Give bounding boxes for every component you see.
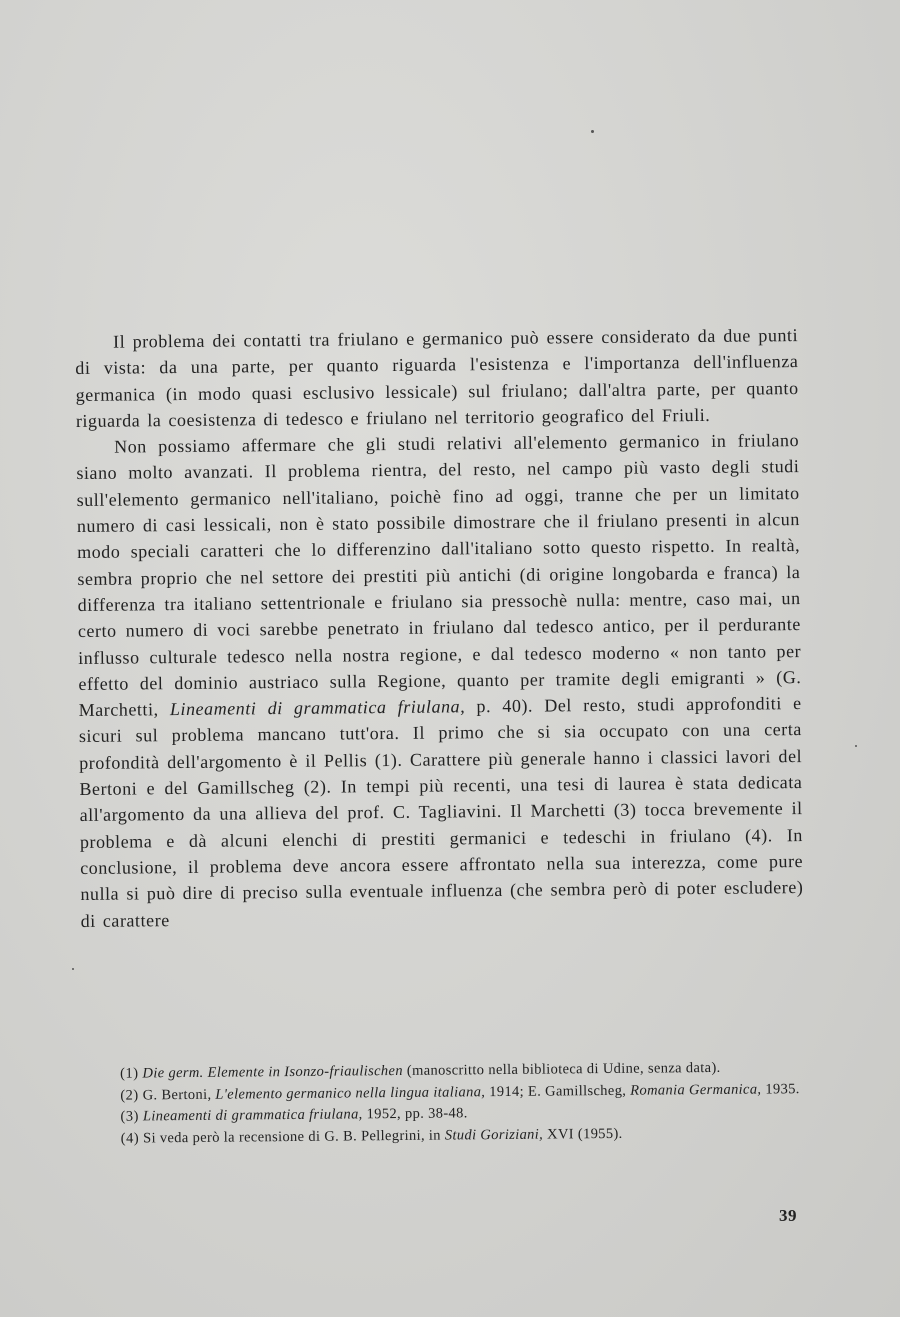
paragraph-text: p. 40). Del resto, studi approfonditi e sicuri sul problema mancano tutt'ora. Il primo che si sia occupato con una certa profondità dell'argomento è il Pellis (1). Carattere più generale hanno i classici lavori del Bertoni e del Gamillscheg (2). In tempi più recenti, una tesi di laurea è stata dedicata all'argomento da una allieva del prof. C. Tagliavini. Il Marchetti (3) tocca brevemente il problema e dà alcuni elenchi di prestiti germanici e tedeschi in friulano (4). In conclusione, il problema deve ancora essere affrontato nella sua interezza, come pure nulla si può dire di preciso sulla eventuale influenza (che sembra però di poter escludere) di carattere <box>78 693 804 931</box>
paper-speck <box>72 968 74 970</box>
footnote-title: Romania Germanica, <box>630 1081 762 1099</box>
footnote-number: (3) <box>120 1108 139 1125</box>
footnote-text: Si veda però la recensione di G. B. Pellegrini, in <box>143 1127 441 1147</box>
footnote-text: 1935. <box>765 1080 800 1098</box>
paragraph <box>76 427 804 934</box>
footnote-title: Die germ. Elemente in Isonzo-friaulischen <box>142 1062 403 1082</box>
footnote-title: Lineamenti di grammatica friulana, <box>142 1106 363 1125</box>
paper-speck <box>591 130 594 133</box>
footnote-text: (manoscritto nella biblioteca di Udine, senza data). <box>406 1059 721 1079</box>
footnote-title: L'elemento germanico nella lingua italiana, <box>215 1083 486 1103</box>
footnote-number: (1) <box>120 1065 139 1082</box>
book-title: Lineamenti di grammatica friulana, <box>169 696 466 720</box>
footnote <box>85 1123 803 1149</box>
footnotes <box>84 1058 803 1151</box>
footnote-text: 1952, pp. 38-48. <box>366 1105 468 1123</box>
footnote-title: Studi Goriziani, <box>444 1126 544 1144</box>
paragraph-text: Il problema dei contatti tra friulano e germanico può essere considerato da due punti di vista: da una parte, per quanto riguarda l'esistenza e l'importanza dell'influenza germanica (in modo quasi esclusivo lessicale) sul friulano; dall'altra parte, per quanto riguarda la coesistenza di tedesco e friulano nel territorio geografico del Friuli. <box>75 325 799 431</box>
paper-speck <box>855 745 857 747</box>
page-number: 39 <box>779 1206 797 1225</box>
paragraph <box>75 322 799 434</box>
footnote-text: 1914; E. Gamillscheg, <box>489 1082 627 1100</box>
footnote-text: XVI (1955). <box>547 1125 623 1143</box>
paragraph-text: Non possiamo affermare che gli studi relativi all'elemento germanico in friulano siano molto avanzati. Il problema rientra, del resto, nel campo più vasto degli studi sull'elemento germanico nell'italiano, poichè fino ad oggi, tranne che per un limitato numero di casi lessicali, non è stato possibile dimostrare che il friulano presenti in alcun modo speciali caratteri che lo differenzino dall'italiano sotto questo rispetto. In realtà, sembra proprio che nel settore dei prestiti più antichi (di origine longobarda e franca) la differenza tra italiano settentrionale e friulano sia pressochè nulla: mentre, caso mai, un certo numero di voci sarebbe penetrato in friulano dal tedesco antico, per il perdurante influsso culturale tedesco nella nostra regione, e dal tedesco moderno « non tanto per effetto del dominio austriaco sulla Regione, quanto per tramite degli emigranti » (G. Marchetti, <box>76 430 802 721</box>
footnote-text: G. Bertoni, <box>142 1086 212 1104</box>
main-text <box>75 322 804 934</box>
footnote-number: (2) <box>120 1087 139 1104</box>
footnote-number: (4) <box>120 1130 140 1147</box>
